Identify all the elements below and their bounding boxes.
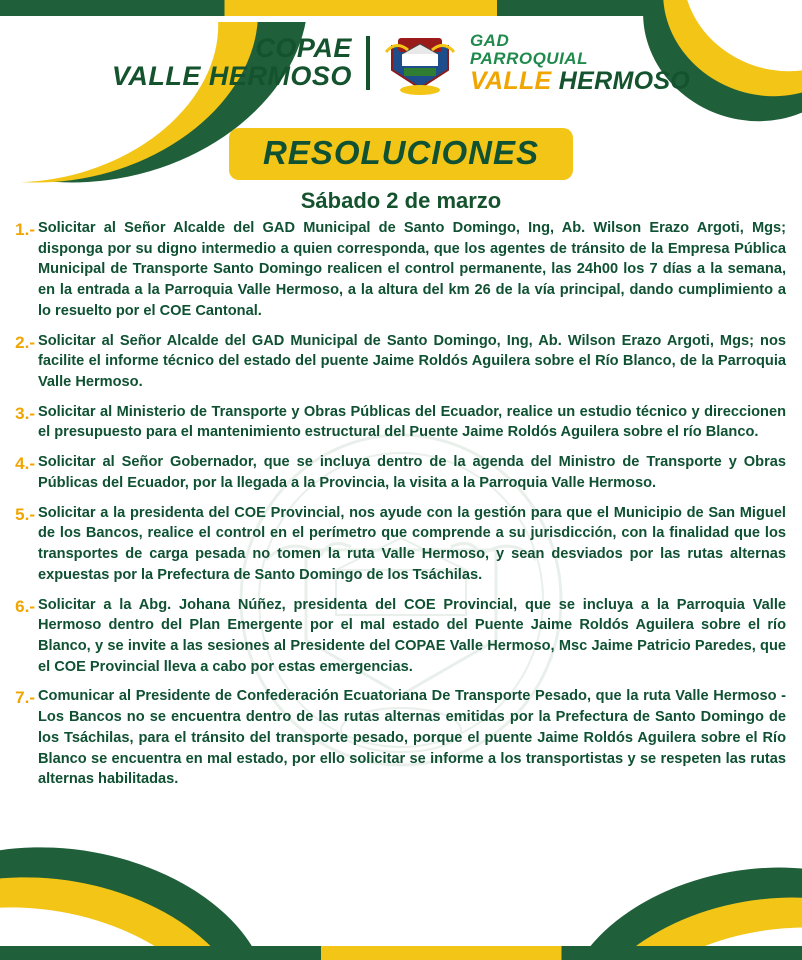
- list-item-number: 2.-: [15, 332, 35, 352]
- header-divider: [366, 36, 370, 90]
- resolutions-list: [0, 218, 802, 799]
- list-item: [12, 595, 786, 678]
- list-item-text: Solicitar al Ministerio de Transporte y Obras Públicas del Ecuador, realice un estudio técnico y direccionen el presupuesto para el mantenimiento estructural del Puente Jaime Roldós Aguilera sobre el río Blanco.: [38, 403, 786, 441]
- list-item: [12, 218, 786, 322]
- list-item: [12, 686, 786, 790]
- list-item-text: Solicitar a la Abg. Johana Núñez, presidenta del COE Provincial, que se incluya a la Parroquia Valle Hermoso dentro del Plan Emergente por el mal estado del Puente Jaime Roldós Aguilera sobre el río Blanco, y se invite a las sesiones al Presidente del COPAE Valle Hermoso, Msc Jaime Patricio Paredes, que el COE Provincial lleva a cabo por estas emergencias.: [38, 596, 786, 675]
- list-item-number: 7.-: [15, 688, 35, 708]
- copae-line-1: COPAE: [255, 33, 352, 64]
- list-item-text: Solicitar al Señor Alcalde del GAD Municipal de Santo Domingo, Ing, Ab. Wilson Erazo Argoti, Mgs; disponga por su digno intermedio a quien corresponda, que los agentes de tránsito de la Empresa Pública Municipal de Transporte Santo Domingo realicen el control permanente, las 24h00 los 7 días a la semana, en la entrada a la Parroquia Valle Hermoso, a la altura del km 26 de la vía principal, dando cumplimiento a lo resuelto por el COE Cantonal.: [38, 220, 786, 319]
- decoration-bottom-bar: [0, 946, 802, 960]
- gad-line-3-valle: VALLE: [469, 66, 552, 95]
- copae-logo-text: [112, 35, 352, 90]
- list-item-text: Solicitar a la presidenta del COE Provincial, nos ayude con la gestión para que el Municipio de San Miguel de los Bancos, realice el control en el perímetro que comprende a su jurisdicción, con la finalidad que los transportes de carga pesada no tomen la ruta Valle Hermoso, y sean desviados por las rutas alternas expuestas por la Prefectura de Santo Domingo de los Tsáchilas.: [38, 504, 786, 583]
- gad-line-3: [470, 68, 690, 94]
- page-subtitle-date: Sábado 2 de marzo: [300, 188, 502, 213]
- page-title: RESOLUCIONES: [229, 128, 573, 180]
- list-item-text: Comunicar al Presidente de Confederación Ecuatoriana De Transporte Pesado, que la ruta Valle Hermoso - Los Bancos no se encuentra dentro de las rutas alternas emitidas por la Prefectura de Santo Domingo de los Tsáchilas, para el tránsito del transporte pesado, porque el puente Jaime Roldós Aguilera sobre el Río Blanco se encuentra en mal estado, por ello solicitar se informe a los transportistas y se respeten las rutas alternas habilitadas.: [38, 688, 786, 788]
- list-item: [12, 331, 786, 393]
- list-item: [12, 503, 786, 586]
- gad-logo-text: [470, 32, 690, 93]
- gad-line-2: PARROQUIAL: [469, 49, 588, 68]
- list-item-text: Solicitar al Señor Alcalde del GAD Municipal de Santo Domingo, Ing, Ab. Wilson Erazo Argoti, Mgs; nos facilite el informe técnico del estado del puente Jaime Roldós Aguilera sobre el Río Blanco, de la Parroquia Valle Hermoso.: [38, 332, 786, 391]
- list-item-number: 6.-: [15, 596, 35, 616]
- list-item-number: 1.-: [15, 220, 35, 239]
- list-item-text: Solicitar al Señor Gobernador, que se incluya dentro de la agenda del Ministro de Transporte y Obras Públicas del Ecuador, por la llegada a la Provincia, la visita a la Parroquia Valle Hermoso.: [38, 454, 786, 491]
- gad-line-3-hermoso: HERMOSO: [558, 66, 691, 95]
- list-item-number: 4.-: [15, 454, 35, 474]
- list-item-number: 3.-: [15, 403, 35, 423]
- list-item: [12, 452, 786, 493]
- title-block: [0, 128, 802, 214]
- list-item: [12, 402, 786, 443]
- gad-line-1: GAD: [469, 31, 510, 51]
- document-header: [0, 30, 802, 96]
- coat-of-arms-icon: [384, 30, 456, 96]
- copae-line-2: VALLE HERMOSO: [111, 61, 352, 91]
- list-item-number: 5.-: [15, 504, 35, 524]
